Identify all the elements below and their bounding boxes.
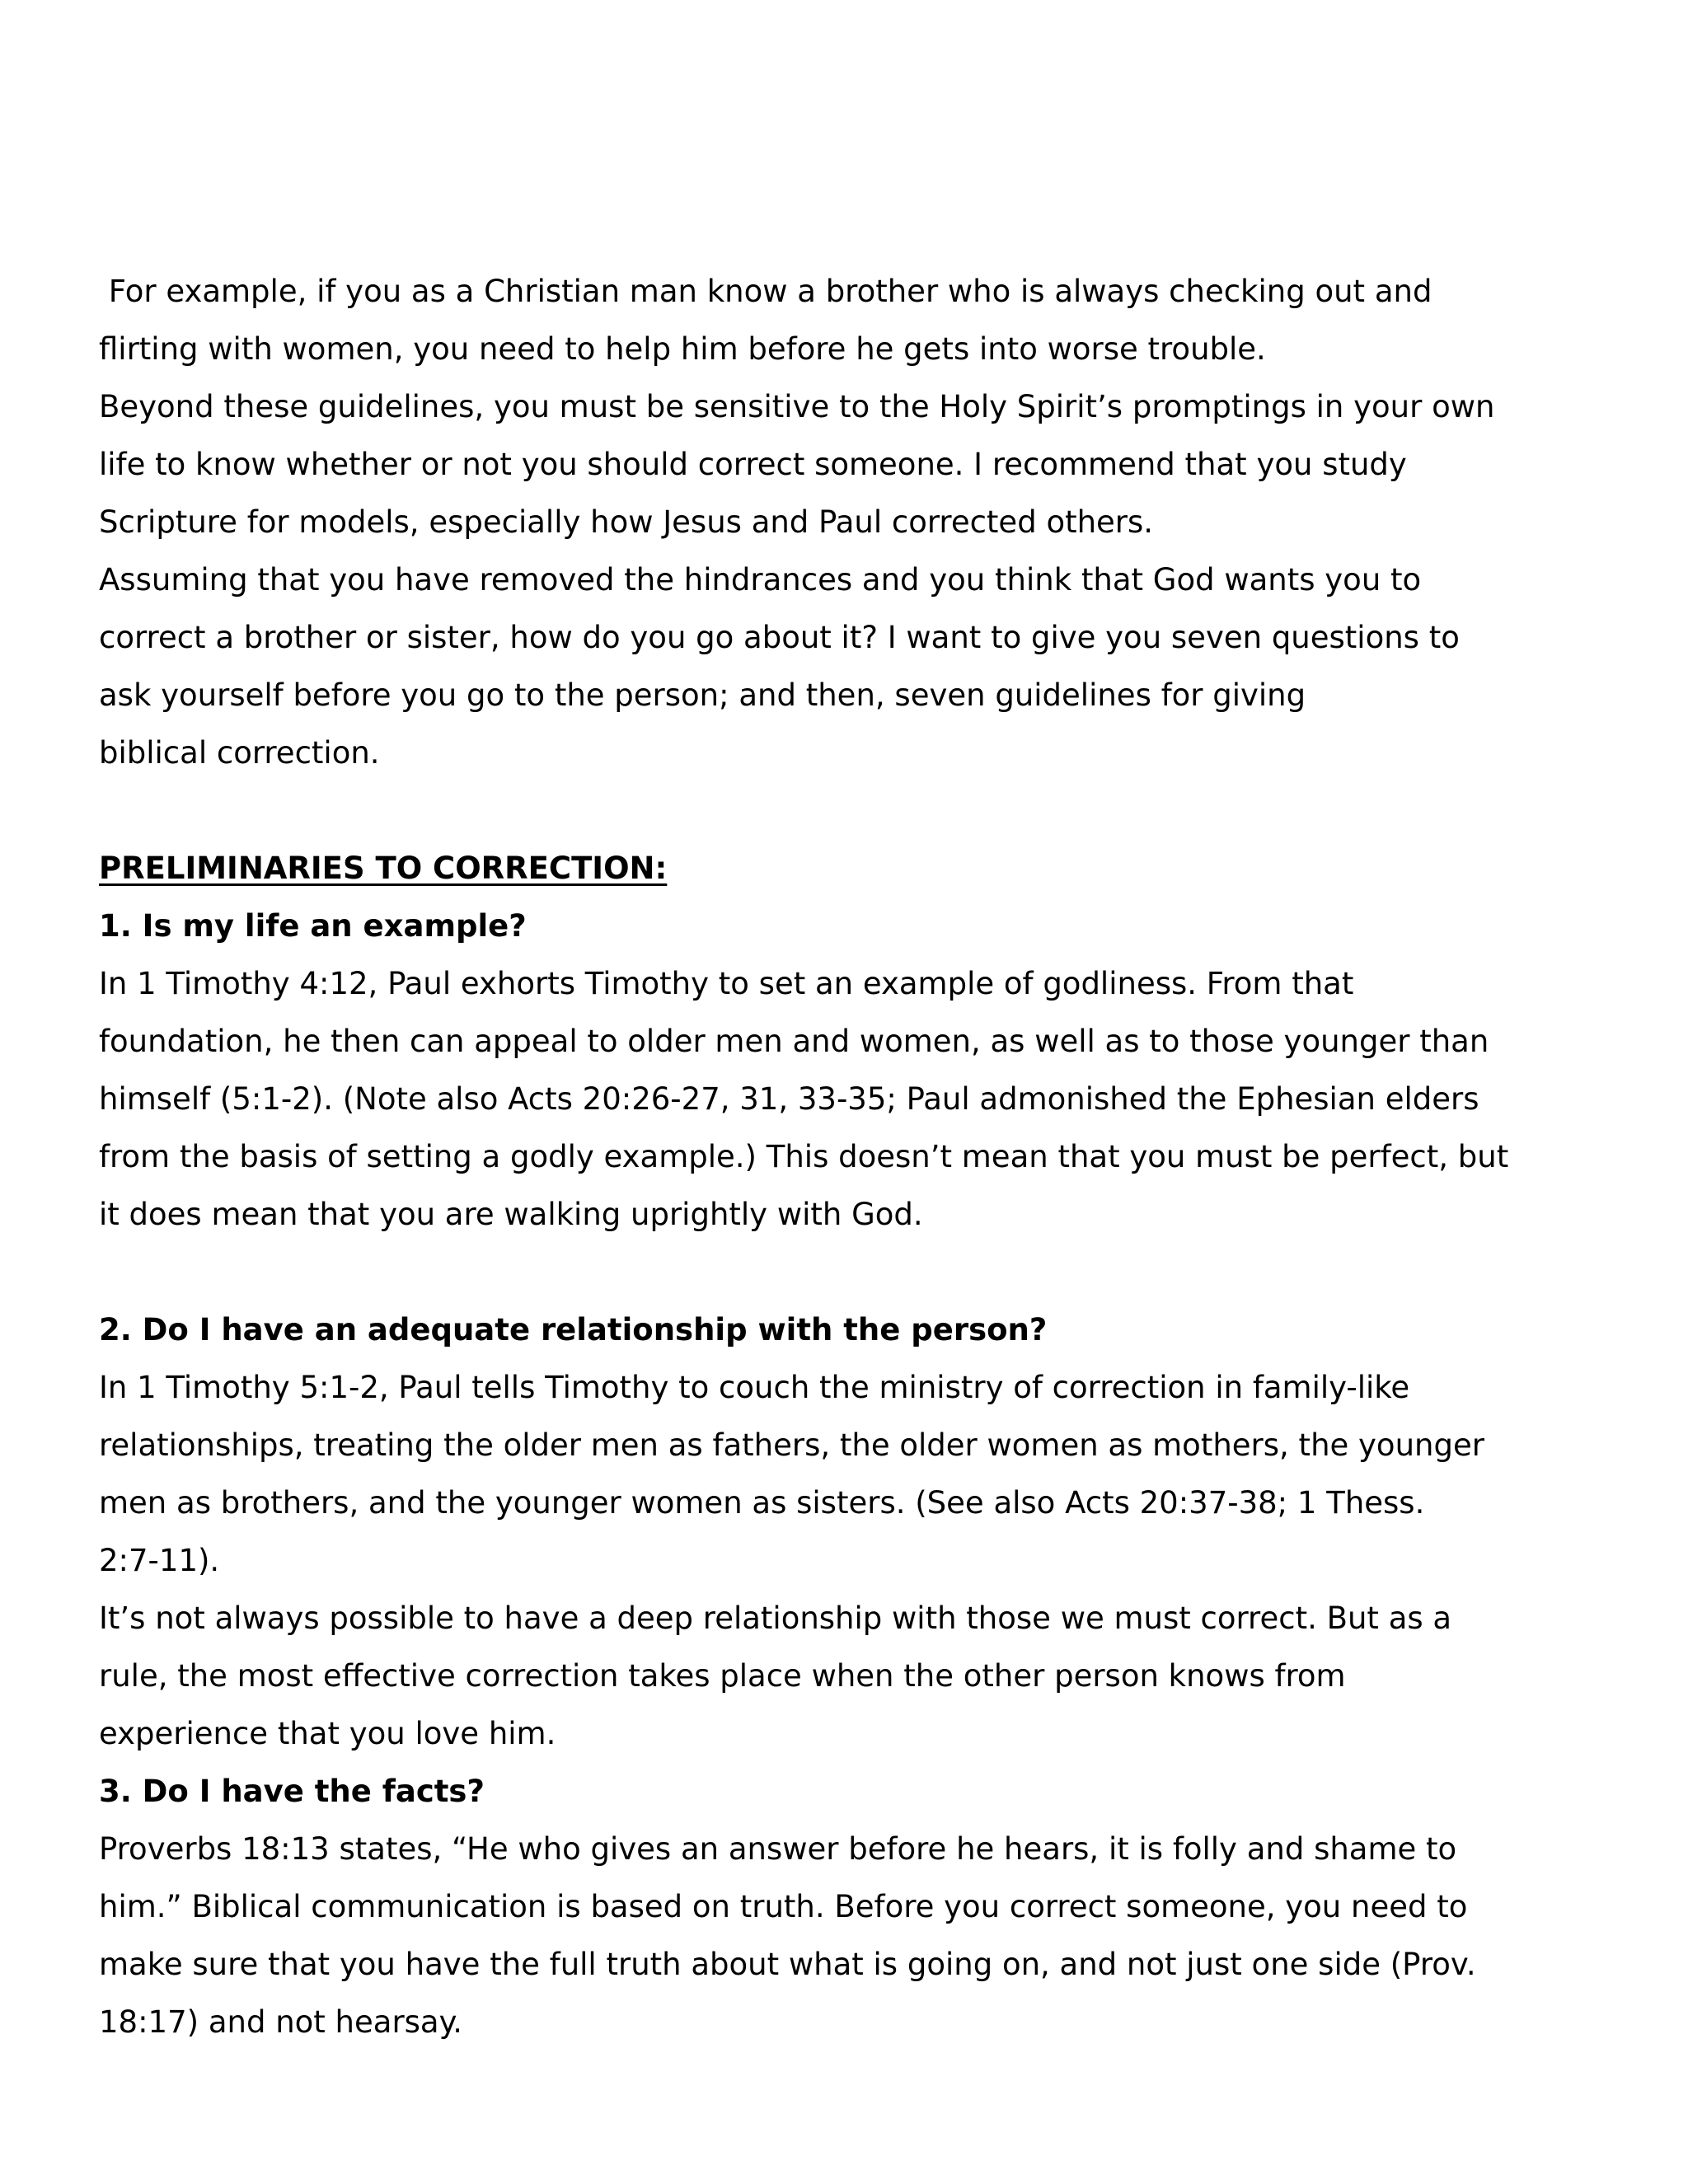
- body-text-line: him.” Biblical communication is based on truth. Before you correct someone, you need to: [99, 1889, 1468, 1924]
- body-text-line: In 1 Timothy 5:1-2, Paul tells Timothy to couch the ministry of correction in family-like: [99, 1370, 1410, 1405]
- question-title: 2. Do I have an adequate relationship with the person?: [99, 1312, 1048, 1347]
- body-text-line: It’s not always possible to have a deep relationship with those we must correct. But as a: [99, 1601, 1452, 1636]
- body-text-line: from the basis of setting a godly example.) This doesn’t mean that you must be perfect, but: [99, 1139, 1509, 1174]
- body-text-line: relationships, treating the older men as fathers, the older women as mothers, the younger: [99, 1427, 1484, 1463]
- question-title: 3. Do I have the facts?: [99, 1774, 485, 1809]
- question-block-2: [99, 1301, 1582, 1763]
- intro-paragraphs: [99, 263, 1582, 782]
- body-text-line: 18:17) and not hearsay.: [99, 2004, 462, 2040]
- body-text-line: Scripture for models, especially how Jesus and Paul corrected others.: [99, 504, 1154, 540]
- document-body: [99, 263, 1582, 2051]
- body-text-line: rule, the most effective correction takes place when the other person knows from: [99, 1658, 1346, 1694]
- body-text-line: himself (5:1-2). (Note also Acts 20:26-27, 31, 33-35; Paul admonished the Ephesian elders: [99, 1081, 1479, 1117]
- body-text-line: it does mean that you are walking uprightly with God.: [99, 1197, 923, 1232]
- body-text-line: ask yourself before you go to the person; and then, seven guidelines for giving: [99, 677, 1306, 713]
- body-text-line: flirting with women, you need to help him before he gets into worse trouble.: [99, 331, 1266, 367]
- body-text-line: Assuming that you have removed the hindrances and you think that God wants you to: [99, 562, 1422, 598]
- body-text-line: In 1 Timothy 4:12, Paul exhorts Timothy to set an example of godliness. From that: [99, 966, 1354, 1001]
- body-text-line: foundation, he then can appeal to older men and women, as well as to those younger than: [99, 1024, 1489, 1059]
- body-text-line: biblical correction.: [99, 735, 380, 771]
- body-text-line: men as brothers, and the younger women as sisters. (See also Acts 20:37-38; 1 Thess.: [99, 1485, 1425, 1521]
- question-title: 1. Is my life an example?: [99, 908, 527, 944]
- body-text-line: life to know whether or not you should correct someone. I recommend that you study: [99, 447, 1407, 482]
- body-text-line: make sure that you have the full truth about what is going on, and not just one side (Prov.: [99, 1947, 1476, 1982]
- body-text-line: Proverbs 18:13 states, “He who gives an answer before he hears, it is folly and shame to: [99, 1831, 1457, 1867]
- body-text-line: experience that you love him.: [99, 1716, 556, 1751]
- body-text-line: 2:7-11).: [99, 1543, 220, 1578]
- question-block-3: [99, 1763, 1582, 2051]
- paragraph-spacer: [99, 1244, 1582, 1301]
- body-text-line: Beyond these guidelines, you must be sensitive to the Holy Spirit’s promptings in your own: [99, 389, 1495, 424]
- section-heading: PRELIMINARIES TO CORRECTION:: [99, 851, 668, 886]
- body-text-line: correct a brother or sister, how do you go about it? I want to give you seven questions to: [99, 620, 1460, 655]
- paragraph-spacer: [99, 782, 1582, 840]
- question-block-1: [99, 898, 1582, 1244]
- body-text-line: For example, if you as a Christian man know a brother who is always checking out and: [99, 274, 1432, 309]
